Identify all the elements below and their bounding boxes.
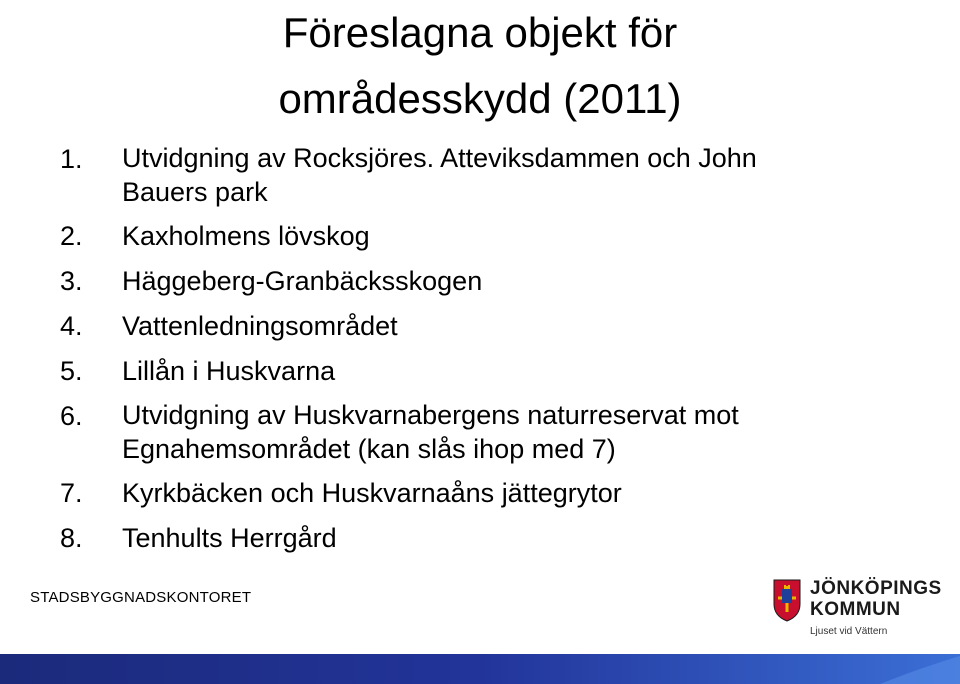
list-item-number: 5.	[60, 356, 83, 386]
list-item-text: Vattenledningsområdet	[122, 311, 398, 341]
municipality-logo	[772, 578, 942, 642]
list-item	[60, 475, 940, 511]
list-item-text: Utvidgning av Huskvarnabergens naturreservat mot	[122, 400, 739, 430]
list-item-text-continued: Egnahemsområdet (kan slås ihop med 7)	[122, 434, 616, 464]
slide-title	[0, 0, 960, 132]
list-item	[60, 218, 940, 254]
list-item	[60, 353, 940, 389]
list-item	[60, 398, 940, 466]
logo-name-line-2: KOMMUN	[810, 599, 901, 620]
list-item-text-continued: Bauers park	[122, 177, 268, 207]
list-item-number: 2.	[60, 221, 83, 251]
coat-of-arms-icon	[772, 578, 802, 622]
list-item-text: Lillån i Huskvarna	[122, 356, 336, 386]
logo-wordmark	[810, 578, 942, 620]
list-item-number: 1.	[60, 144, 83, 174]
title-line-1: Föreslagna objekt för	[282, 9, 678, 56]
list-item-text: Häggeberg-Granbäcksskogen	[122, 266, 483, 296]
title-line-2: områdesskydd (2011)	[278, 75, 682, 122]
list-item-text: Kyrkbäcken och Huskvarnaåns jättegrytor	[122, 478, 622, 508]
list-item-number: 3.	[60, 266, 83, 296]
list-item	[60, 263, 940, 299]
list-item-text: Kaxholmens lövskog	[122, 221, 370, 251]
decorative-bottom-bar	[0, 654, 960, 684]
list-item-number: 6.	[60, 401, 83, 431]
list-item	[60, 520, 940, 556]
list-item-number: 8.	[60, 523, 83, 553]
list-item	[60, 308, 940, 344]
list-item-number: 4.	[60, 311, 83, 341]
list-item-text: Utvidgning av Rocksjöres. Atteviksdammen och John	[122, 143, 757, 173]
department-label: STADSBYGGNADSKONTORET	[30, 589, 252, 606]
logo-name-line-1: JÖNKÖPINGS	[810, 578, 942, 599]
logo-tagline: Ljuset vid Vättern	[810, 626, 888, 637]
list-item-text: Tenhults Herrgård	[122, 523, 337, 553]
list-item-number: 7.	[60, 478, 83, 508]
proposed-objects-list	[60, 141, 940, 565]
list-item	[60, 141, 940, 209]
